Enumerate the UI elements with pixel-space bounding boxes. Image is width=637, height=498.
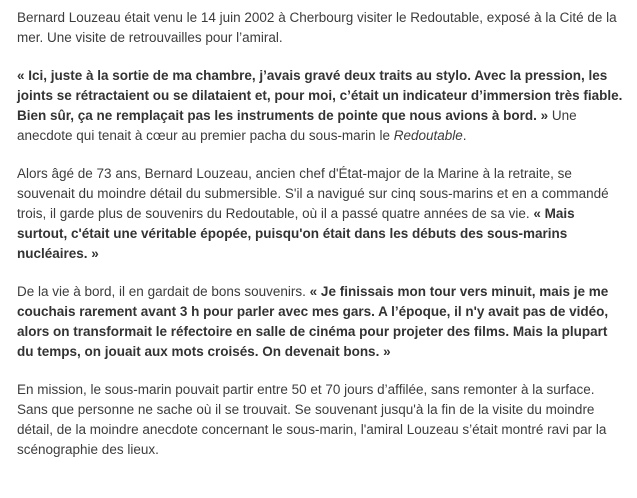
quote-epopee: « Mais surtout, c'était une véritable épopée, puisqu'on était dans les débuts des sous-marins nucléaires. » [17,206,575,261]
paragraph-life-aboard [17,282,627,362]
paragraph-intro: Bernard Louzeau était venu le 14 juin 2002 à Cherbourg visiter le Redoutable, exposé à la Cité de la mer. Une visite de retrouvailles pour l’amiral. [17,10,617,45]
quote-pressure: « Ici, juste à la sortie de ma chambre, j’avais gravé deux traits au stylo. Avec la pression, les joints se rétractaient ou se dilataient et, pour moi, c’était un indicateur d’immersion très fiable. Bien sûr, ça ne remplaçait pas les instruments de pointe que nous avions à bord. » [17,68,623,123]
quote-life-aboard: « Je finissais mon tour vers minuit, mais je me couchais rarement avant 3 h pour parler avec mes gars. A l’époque, il n'y avait pas de vidéo, alors on transformait le réfectoire en salle de cinéma pour projeter des films. Mais la plupart du temps, on jouait aux mots croisés. On devenait bons. » [17,284,609,359]
submarine-name: Redoutable [393,128,463,143]
paragraph-text: Alors âgé de 73 ans, Bernard Louzeau, ancien chef d'État-major de la Marine à la retraite, se souvenait du moindre détail du submersible. S'il a navigué sur cinq sous-marins et en a commandé trois, il garde plus de souvenirs du Redoutable, où il a passé quatre années de sa vie. [17,166,609,221]
paragraph-text: Une anecdote qui tenait à cœur au premier pacha du sous-marin le [17,108,577,143]
paragraph-mission: En mission, le sous-marin pouvait partir entre 50 et 70 jours d’affilée, sans remonter à la surface. Sans que personne ne sache où il se trouvait. Se souvenant jusqu'à la fin de la visite du moindre détail, de la moindre anecdote concernant le sous-marin, l'amiral Louzeau s’était montré ravi par la scénographie des lieux. [17,382,607,457]
paragraph-end: . [462,128,467,143]
paragraph-career [17,164,627,264]
paragraph-quote-pressure [17,66,627,146]
paragraph-text: De la vie à bord, il en gardait de bons souvenirs. [17,284,310,299]
